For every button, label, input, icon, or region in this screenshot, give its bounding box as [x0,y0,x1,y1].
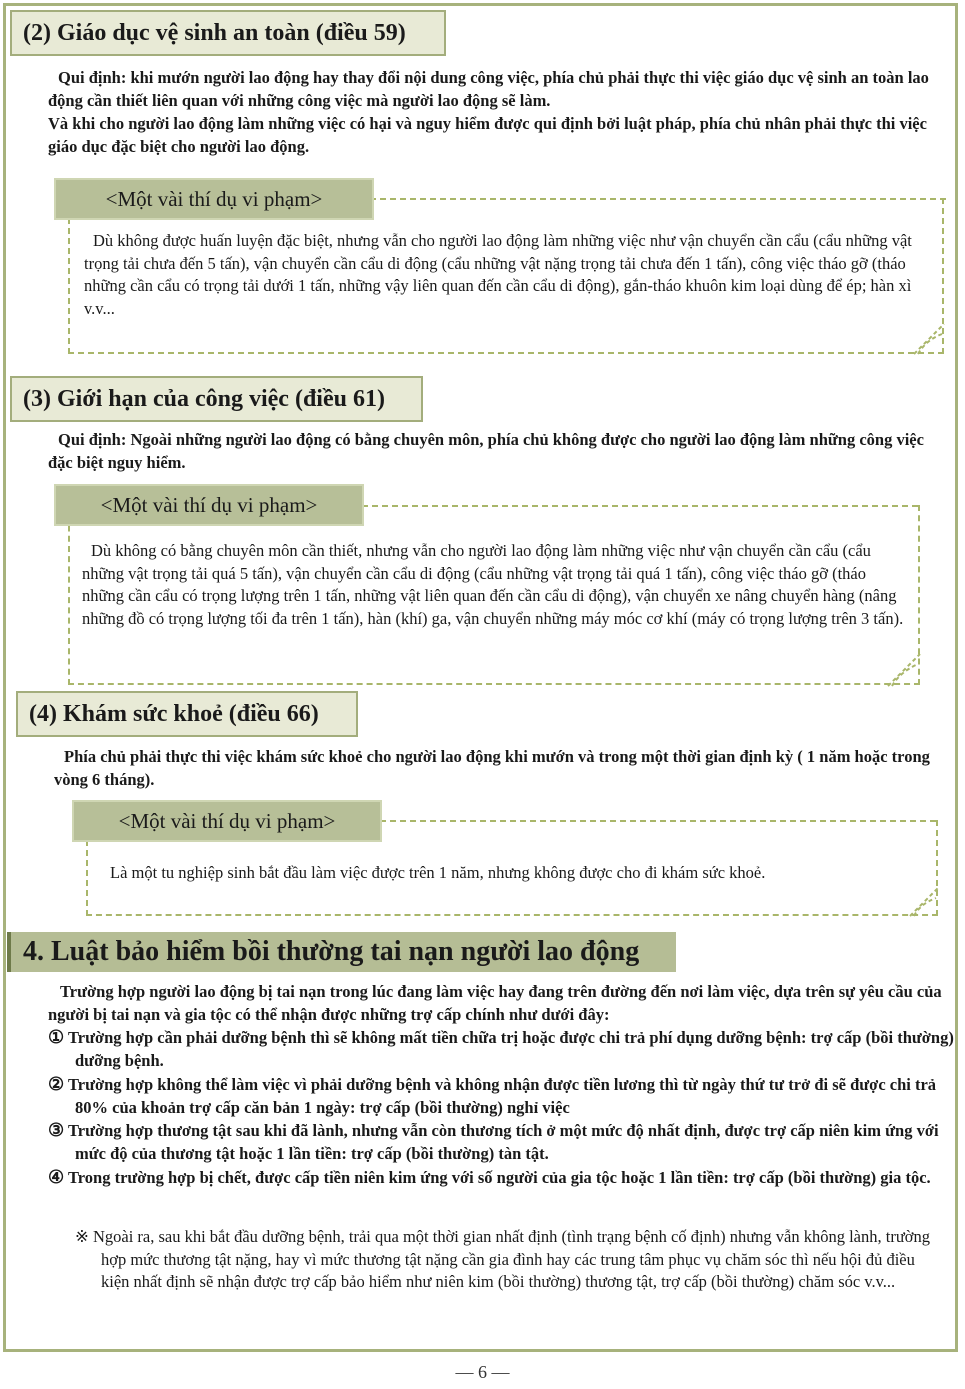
note-mark: ※ [75,1227,89,1246]
section-3-example-label: <Một vài thí dụ vi phạm> [54,484,364,526]
fold-corner-icon [380,819,940,823]
section-2-rule [48,66,954,158]
section-3-rule [48,428,938,474]
section-2-rule-text-2: Và khi cho người lao động làm những việc có hại và nguy hiểm được qui định bởi luật pháp, phía chủ nhân phải thực thi việc giáo dục đặc biệt cho người lao động. [48,114,927,156]
section-3-rule-text: Qui định: Ngoài những người lao động có bằng chuyên môn, phía chủ không được cho người lao động làm những công việc đặc biệt nguy hiểm. [48,430,924,472]
section-4-rule [54,745,934,791]
section-4-rule-text: Phía chủ phải thực thi việc khám sức khoẻ cho người lao động khi mướn và trong một thời gian định kỳ ( 1 năm hoặc trong vòng 6 tháng). [54,747,930,789]
section-4-example-label: <Một vài thí dụ vi phạm> [72,800,382,842]
part-4-heading: 4. Luật bảo hiểm bồi thường tai nạn người lao động [7,932,676,972]
note-text: Ngoài ra, sau khi bắt đầu dưỡng bệnh, trải qua một thời gian nhất định (tình trạng bệnh cố định) nhưng vẫn không lành, trường hợp mức thương tật nặng, hay vì mức thương tật nặng cần gia đình hay các trung tâm phục vụ chăm sóc thì nếu hội đủ điều kiện nhất định sẽ nhận được trợ cấp bảo hiểm như niên kim (bồi thường) thương tật, trợ cấp (bồi thường) chăm sóc v.v... [92,1227,931,1292]
section-2-rule-text: Qui định: khi mướn người lao động hay thay đổi nội dung công việc, phía chủ phải thực thi việc giáo dục vệ sinh an toàn lao động cần thiết liên quan với những công việc mà người lao động sẽ làm. [48,68,929,110]
section-4-example-text: Là một tu nghiệp sinh bắt đầu làm việc được trên 1 năm, nhưng không được cho đi khám sức khoẻ. [110,863,766,882]
list-item [48,1119,954,1165]
fold-corner-icon [362,504,922,508]
section-4-heading: (4) Khám sức khoẻ (điều 66) [16,691,358,737]
section-3-example-text: Dù không có bằng chuyên môn cần thiết, nhưng vẫn cho người lao động làm những việc như vận chuyển cần cẩu (cẩu những vật trọng tải quá 5 tấn), vận chuyển cần cẩu di động (cẩu những vật trọng tải quá 1 tấn), công việc tháo gỡ (tháo những cần cẩu có trọng lượng trên 1 tấn, những vật liên quan đến cần cẩu di động), vận chuyển xe nâng chuyển hàng (nâng những đồ có trọng lượng tối đa trên 1 tấn), hàn (khí) ga, vận chuyển những máy móc cơ khí (máy có trọng lượng trên 3 tấn). [82,541,904,628]
item-text: Trường hợp không thể làm việc vì phải dưỡng bệnh và không nhận được tiền lương thì từ ngày thứ tư trở đi sẽ được chi trả 80% của khoản trợ cấp căn bản 1 ngày: trợ cấp (bồi thường) nghỉ việc [67,1074,937,1117]
section-2-example-text: Dù không được huấn luyện đặc biệt, nhưng vẫn cho người lao động làm những việc như vận chuyển cần cẩu (cẩu những vật trọng tải chưa đến 5 tấn), vận chuyển cần cẩu di động (cẩu những vật nặng trọng tải chưa đến 1 tấn), công việc tháo gỡ (tháo những cần cẩu có trọng tải dưới 1 tấn, những vậy liên quan đến cần cẩu di động), gắn-tháo khuôn kim loại dùng để ép; hàn xì v.v... [84,231,912,318]
list-item [48,1166,954,1190]
fold-corner-icon [912,322,946,356]
fold-corner-icon [908,886,940,918]
fold-corner-icon [886,652,922,688]
page-number: — 6 — [455,1362,510,1382]
section-3-heading: (3) Giới hạn của công việc (điều 61) [10,376,423,422]
section-2-heading: (2) Giáo dục vệ sinh an toàn (điều 59) [10,10,446,56]
item-number: ② [48,1073,65,1094]
list-item [48,1026,954,1072]
fold-corner-icon [370,197,946,201]
part-4-benefits [48,981,954,1189]
item-number: ④ [48,1166,65,1187]
part-4-note [75,1226,941,1294]
item-number: ① [48,1027,65,1048]
item-text: Trường hợp thương tật sau khi đã lành, nhưng vẫn còn thương tích ở một mức độ nhất định, được trợ cấp niên kim ứng với mức độ của thương tật hoặc 1 lần tiền: trợ cấp (bồi thường) tàn tật. [67,1121,939,1163]
part-4-intro: Trường hợp người lao động bị tai nạn trong lúc đang làm việc hay đang trên đường đến nơi làm việc, dựa trên sự yêu cầu của người bị tai nạn và gia tộc có thể nhận được những trợ cấp chính như dưới đây: [48,982,942,1024]
list-item [48,1073,954,1119]
item-text: Trong trường hợp bị chết, được cấp tiền niên kim ứng với số người của gia tộc hoặc 1 lần tiền: trợ cấp (bồi thường) gia tộc. [67,1167,931,1187]
item-text: Trường hợp cần phải dưỡng bệnh thì sẽ không mất tiền chữa trị hoặc được chi trả phí dụng dưỡng bệnh: trợ cấp (bồi thường) dưỡng bệnh. [67,1028,954,1071]
item-number: ③ [48,1120,65,1141]
section-2-example-label: <Một vài thí dụ vi phạm> [54,178,374,220]
